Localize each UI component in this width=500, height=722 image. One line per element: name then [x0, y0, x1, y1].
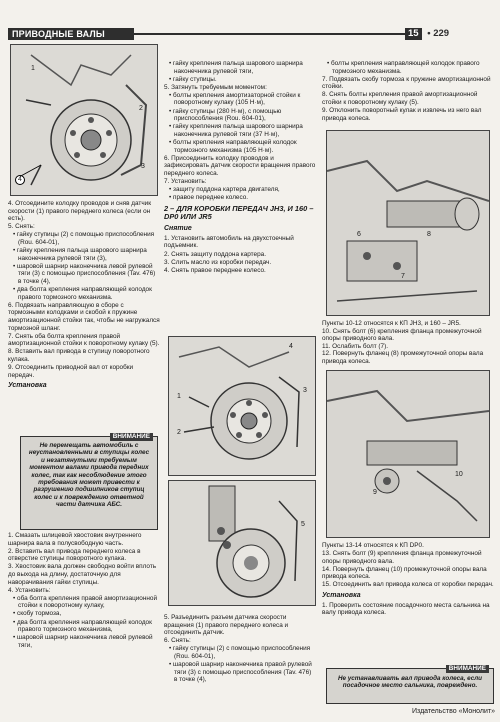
paragraph: 6. Подвязать направляющую в сборе с тормозными колодками и скобой к пружине амортизационной стойки так, чтобы не нагружался тормозной шланг. — [8, 301, 160, 332]
figure-callout: 1 — [31, 65, 35, 72]
column-1-top-text — [8, 200, 160, 392]
paragraph: 7. Снять оба болта крепления правой амортизационной стойки к поворотному кулаку (5). — [8, 332, 160, 348]
bullet-item: • шаровой шарнир наконечника левой рулевой тяги, — [13, 634, 153, 649]
bullet-item: • шаровой шарнир наконечника левой рулевой тяги (3) с помощью приспособления (Tav. 476) в точке (4), — [13, 262, 156, 285]
warning-text: Не устанавливать вал привода колеса, если посадочное место сальника, повреждено. — [337, 675, 483, 690]
paragraph: 7. Подвязать скобу тормоза к пружине амортизационной стойки. — [322, 75, 491, 91]
paragraph: 6. Снять: — [164, 637, 191, 645]
caption-jh3 — [322, 320, 494, 366]
paragraph: 2. Снять защиту поддона картера. — [164, 250, 266, 258]
figure-callout: 7 — [401, 273, 405, 280]
hub-sensor-drawing — [169, 337, 315, 475]
figure-callout: 3 — [303, 387, 307, 394]
bullet-item: • шаровой шарнир наконечника правой рулевой тяги (3) с помощью приспособления (Tav. 476) в точке (4), — [169, 661, 312, 684]
figure-callout: 9 — [373, 489, 377, 496]
paragraph: 9. Отсоединить приводной вал от коробки передач. — [8, 363, 134, 379]
figure-callout: 1 — [177, 393, 181, 400]
bullet-item: • два болта крепления направляющей колодок правого тормозного механизма. — [13, 286, 152, 301]
bullet-item: • гайку крепления пальца шарового шарнира наконечника рулевой тяги, — [169, 60, 303, 75]
figure-callout: 4 — [289, 343, 293, 350]
page-number: 229 — [433, 28, 450, 39]
figure-callout: 10 — [455, 471, 463, 478]
warning-tag: ВНИМАНИЕ — [446, 665, 489, 673]
page-header — [0, 0, 500, 40]
figure-callout: 2 — [177, 429, 181, 436]
paragraph: 8. Снять болты крепления правой амортизационной стойки к поворотному кулаку (5). — [322, 91, 478, 106]
paragraph: 5. Разъединить разъем датчика скорости вращения (1) правого переднего колеса и отсоединить датчик. — [164, 614, 289, 637]
bullet-item: • гайку ступицы (280 Н·м), с помощью приспособления (Rou. 604-01), — [169, 107, 282, 123]
page-number-block — [405, 28, 493, 40]
bullet-item: • гайку крепления пальца шарового шарнира наконечника рулевой тяги (37 Н·м), — [169, 123, 303, 138]
caption-line: 12. Повернуть фланец (8) промежуточной опоры вала привода колеса. — [322, 350, 484, 365]
paragraph: 4. Снять правое переднее колесо. — [164, 266, 266, 274]
paragraph: 3. Слить масло из коробки передач. — [164, 258, 272, 266]
bullet-item: • болты крепления амортизаторной стойки к поворотному кулаку (105 Н·м), — [169, 91, 301, 107]
header-bullet: • — [427, 28, 431, 39]
intermediate-bearing-drawing — [327, 131, 489, 315]
paragraph: 1. Смазать шлицевой хвостовик внутреннего шарнира вала в полусвободную часть. — [8, 532, 142, 547]
bullet-item: • два болта крепления направляющей колодок правого тормозного механизма, — [13, 618, 152, 634]
figure-hub-knuckle-1 — [10, 44, 158, 196]
bullet-item: • болты крепления направляющей колодок тормозного механизма (105 Н·м). — [169, 138, 297, 154]
figure-hub-knuckle-2 — [168, 336, 316, 476]
paragraph: 5. Затянуть требуемым моментом: — [164, 83, 267, 91]
column-3-bottom-text — [322, 542, 494, 617]
publisher-footer: Издательство «Монолит» — [411, 708, 495, 715]
install-heading: Установка — [322, 592, 361, 600]
caption-line: Пункты 13-14 относятся к КП DP0. — [322, 542, 424, 549]
figure-strut-bolts — [168, 480, 316, 606]
bullet-item: • гайку ступицы (2) с помощью приспособления (Rou. 604-01), — [169, 645, 311, 660]
caption-line: 13. Снять болт (9) крепления фланца промежуточной опоры приводного вала. — [322, 550, 482, 565]
column-1-bottom-text — [8, 532, 160, 650]
paragraph: 1. Установить автомобиль на двухстоечный подъемник. — [164, 234, 294, 250]
section-heading-jh3: 2 – ДЛЯ КОРОБКИ ПЕРЕДАЧ JH3, И 160 – DP0 ИЛИ JR5 — [164, 203, 314, 222]
paragraph: 4. Установить: — [8, 586, 51, 594]
figure-intermediate-bearing-jh3 — [326, 130, 490, 316]
bullet-item: • гайку крепления пальца шарового шарнира наконечника рулевой тяги (3), — [13, 247, 147, 262]
install-heading: Установка — [8, 382, 47, 390]
column-3-top-text — [322, 60, 494, 123]
caption-line: 11. Ослабить болт (7). — [322, 342, 388, 350]
paragraph: 9. Отклонить поворотный кулак и извлечь из него вал привода колеса. — [322, 107, 482, 122]
paragraph: 2. Вставить вал привода переднего колеса в отверстие ступицы поворотного кулака. — [8, 547, 141, 563]
section-title: ПРИВОДНЫЕ ВАЛЫ — [8, 28, 134, 40]
bullet-item: • скобу тормоза, — [13, 610, 62, 618]
bullet-item: • защиту поддона картера двигателя, — [169, 186, 280, 193]
warning-box-1 — [20, 433, 158, 530]
warning-tag: ВНИМАНИЕ — [110, 433, 153, 441]
caption-line: 10. Снять болт (6) крепления фланца промежуточной опоры приводного вала. — [322, 327, 482, 343]
bullet-item: • гайку ступицы (2) с помощью приспособления (Rou. 604-01), — [13, 231, 155, 246]
bullet-item: • оба болта крепления правой амортизационной стойки к поворотному кулаку, — [13, 594, 158, 610]
chapter-number: 15 — [405, 28, 422, 40]
figure-callout: 3 — [141, 163, 145, 170]
warning-box-2 — [326, 665, 494, 704]
figure-callout: 6 — [357, 231, 361, 238]
caption-line: 14. Повернуть фланец (10) промежуточной опоры вала привода колеса. — [322, 565, 487, 581]
column-2-bottom-text — [164, 614, 316, 684]
bullet-item: • болты крепления направляющей колодок правого тормозного механизма. — [327, 60, 480, 75]
warning-text: Не перемещать автомобиль с неустановленными в ступицы колес и незатянутыми требуемым моментом валами привода передних колес, так как несоблюдение этого требования может привести к разрушению подшипников ступиц колес и к повреждению ответной части датчика АБС. — [28, 442, 150, 509]
paragraph: 3. Хвостовик вала должен свободно войти вплоть до выхода на длину, достаточную для наворачивания гайки ступицы. — [8, 563, 157, 586]
figure-callout: 4 — [15, 175, 25, 185]
paragraph: 5. Снять: — [8, 223, 35, 231]
bullet-item: • гайку ступицы. — [169, 75, 217, 83]
paragraph: 1. Проверить состояние посадочного места сальника на валу привода колеса. — [322, 601, 490, 617]
figure-callout: 5 — [301, 521, 305, 528]
dp0-bearing-drawing — [327, 371, 489, 537]
paragraph: 7. Установить: — [164, 177, 207, 185]
column-2-top-text — [164, 60, 316, 275]
figure-intermediate-bearing-dp0 — [326, 370, 490, 538]
paragraph: 8. Вставить вал привода в ступицу поворотного кулака. — [8, 348, 150, 363]
caption-line: 15. Отсоединить вал привода колеса от коробки передач. — [322, 581, 494, 589]
paragraph: 6. Присоединить колодку проводов и зафиксировать датчик скорости вращения правого переднего колеса. — [164, 154, 316, 177]
header-rule — [130, 33, 405, 35]
paragraph: 4. Отсоедините колодку проводов и сняв датчик скорости (1) правого переднего колеса (если он есть). — [8, 200, 152, 223]
strut-bolts-drawing — [169, 481, 315, 605]
removal-heading: Снятие — [164, 225, 192, 233]
figure-callout: 2 — [139, 105, 143, 112]
figure-callout: 8 — [427, 231, 431, 238]
caption-line: Пункты 10-12 относятся к КП JH3, и 160 – JR5. — [322, 320, 461, 327]
bullet-item: • правое переднее колесо. — [169, 194, 249, 202]
